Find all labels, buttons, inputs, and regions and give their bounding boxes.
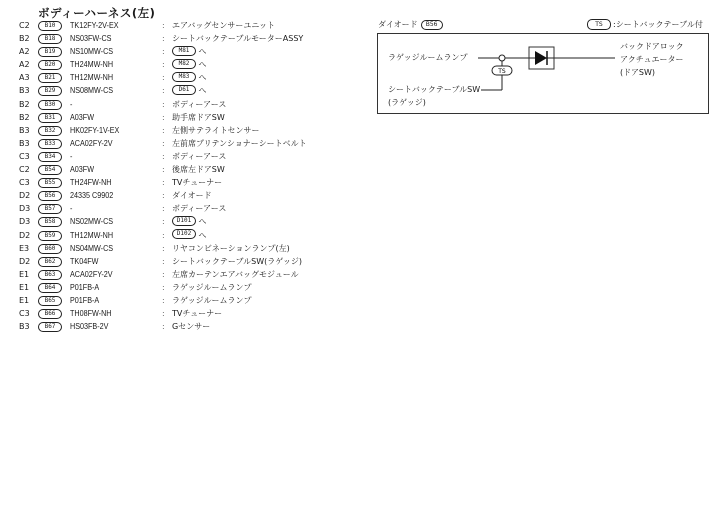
description [172, 58, 207, 71]
connector-row [0, 58, 360, 71]
description [172, 19, 275, 32]
ref-connector-badge: M82 [172, 59, 196, 69]
part-number: NS03FW-CS [70, 34, 112, 44]
description [172, 150, 226, 163]
separator: : [162, 269, 165, 279]
connector-row [0, 189, 360, 202]
connector-row [0, 137, 360, 150]
connector-row [0, 124, 360, 137]
diagram-label: ダイオード [378, 20, 418, 29]
separator: : [162, 99, 165, 109]
description [172, 163, 225, 176]
description-text: へ [198, 60, 207, 70]
part-number: TH24FW-NH [70, 178, 112, 188]
connector-row [0, 32, 360, 45]
grid-location: D2 [19, 191, 31, 201]
diode-diagram [377, 33, 709, 114]
legend-text: :シートバックテーブル付 [613, 20, 703, 29]
connector-row [0, 45, 360, 58]
grid-location: B2 [19, 99, 30, 109]
connector-row [0, 19, 360, 32]
label-seatback-sw-sub: (ラゲッジ) [388, 98, 426, 107]
description [172, 242, 290, 255]
description-text: へ [198, 86, 207, 96]
connector-badge: B55 [38, 178, 62, 188]
part-number: HS03FB-2V [70, 322, 109, 332]
description [172, 281, 251, 294]
part-number: ACA02FY-2V [70, 138, 113, 148]
part-number: ACA02FY-2V [70, 269, 113, 279]
separator: : [162, 60, 165, 70]
description-text: シートバックテーブルSW(ラゲッジ) [172, 256, 303, 266]
connector-badge: B65 [38, 296, 62, 306]
description-text: 左前席プリテンショナーシートベルト [172, 138, 307, 148]
connector-badge: B31 [38, 113, 62, 123]
connector-row [0, 255, 360, 268]
description-text: 後席左ドアSW [172, 165, 225, 175]
connector-row [0, 229, 360, 242]
grid-location: D3 [19, 217, 31, 227]
connector-badge: B10 [38, 21, 62, 31]
grid-location: B3 [19, 138, 30, 148]
grid-location: B3 [19, 125, 30, 135]
connector-badge: B19 [38, 47, 62, 57]
connector-badge: B33 [38, 139, 62, 149]
part-number: TH24MW-NH [70, 60, 114, 70]
description-text: へ [198, 230, 207, 240]
diagram-connector-badge: B56 [421, 20, 443, 30]
connector-badge: B62 [38, 257, 62, 267]
description [172, 32, 303, 45]
description [172, 189, 212, 202]
grid-location: B3 [19, 322, 30, 332]
description [172, 202, 226, 215]
description [172, 255, 302, 268]
grid-location: C2 [19, 21, 30, 30]
connector-badge: B60 [38, 244, 62, 254]
ref-connector-badge: D101 [172, 216, 196, 226]
separator: : [162, 295, 165, 305]
connector-badge: B58 [38, 217, 62, 227]
grid-location: C3 [19, 151, 30, 161]
separator: : [162, 112, 165, 122]
description [172, 294, 251, 307]
description [172, 320, 210, 333]
label-door-sw: (ドアSW) [620, 68, 655, 77]
separator: : [162, 165, 165, 175]
description [172, 124, 260, 137]
connector-row [0, 71, 360, 84]
separator: : [162, 243, 165, 253]
separator: : [162, 47, 165, 57]
ref-connector-badge: M83 [172, 72, 196, 82]
connector-badge: B30 [38, 100, 62, 110]
connector-badge: B32 [38, 126, 62, 136]
description [172, 45, 207, 58]
separator: : [162, 282, 165, 292]
connector-row [0, 150, 360, 163]
description-text: 助手席ドアSW [172, 112, 225, 122]
description-text: エアバッグセンサーユニット [172, 21, 276, 30]
connector-list [0, 19, 360, 333]
part-number: NS08MW-CS [70, 86, 114, 96]
connector-row [0, 281, 360, 294]
grid-location: B2 [19, 112, 30, 122]
connector-badge: B56 [38, 191, 62, 201]
part-number: NS04MW-CS [70, 243, 114, 253]
separator: : [162, 256, 165, 266]
part-number: TH12MW-NH [70, 230, 114, 240]
separator: : [162, 21, 165, 30]
separator: : [162, 204, 165, 214]
label-actuator: アクチュエーター [620, 55, 684, 64]
part-number: P01FB-A [70, 282, 100, 292]
grid-location: E1 [19, 295, 30, 305]
ref-connector-badge: D102 [172, 229, 196, 239]
description-text: へ [198, 217, 207, 227]
connector-row [0, 202, 360, 215]
part-number: TH12MW-NH [70, 73, 114, 83]
grid-location: D2 [19, 230, 31, 240]
connector-badge: B67 [38, 322, 62, 332]
grid-location: E1 [19, 269, 30, 279]
grid-location: D2 [19, 256, 31, 266]
description [172, 71, 207, 84]
diode-wiring-svg [378, 34, 708, 113]
grid-location: E1 [19, 282, 30, 292]
legend [587, 19, 703, 30]
grid-location: B2 [19, 34, 30, 44]
connector-row [0, 111, 360, 124]
grid-location: A2 [19, 60, 30, 70]
part-number: A03FW [70, 165, 95, 175]
description [172, 111, 225, 124]
description-text: 左側サテライトセンサー [172, 125, 260, 135]
description-text: 左席カーテンエアバッグモジュール [172, 269, 299, 279]
description [172, 268, 299, 281]
description-text: ボディーアース [172, 99, 227, 109]
junction-icon [499, 55, 505, 61]
connector-row [0, 215, 360, 228]
connector-badge: B64 [38, 283, 62, 293]
description-text: Gセンサー [172, 322, 211, 332]
description-text: へ [198, 73, 207, 83]
grid-location: C3 [19, 309, 30, 319]
description-text: ダイオード [172, 191, 212, 201]
connector-row [0, 307, 360, 320]
connector-badge: B34 [38, 152, 62, 162]
connector-row [0, 98, 360, 111]
label-seatback-sw: シートバックテーブルSW [388, 85, 481, 94]
part-number: TH08FW-NH [70, 309, 112, 319]
separator: : [162, 151, 165, 161]
connector-badge: B29 [38, 86, 62, 96]
connector-badge: B54 [38, 165, 62, 175]
connector-row [0, 242, 360, 255]
separator: : [162, 125, 165, 135]
separator: : [162, 217, 165, 227]
connector-badge: B63 [38, 270, 62, 280]
description-text: ボディーアース [172, 151, 227, 161]
description-text: リヤコンビネーションランプ(左) [172, 243, 290, 253]
connector-row [0, 320, 360, 333]
label-backdoor-lock: バックドアロック [620, 42, 684, 51]
connector-badge: B20 [38, 60, 62, 70]
connector-badge: B21 [38, 73, 62, 83]
grid-location: C2 [19, 165, 30, 175]
page-title: ボディーハーネス(左) [38, 6, 156, 20]
grid-location: B3 [19, 86, 30, 96]
grid-location: A2 [19, 47, 30, 57]
part-number: P01FB-A [70, 295, 100, 305]
part-number: TK12FY-2V-EX [70, 21, 119, 30]
part-number: NS10MW-CS [70, 47, 114, 57]
separator: : [162, 138, 165, 148]
description-text: シートバックテーブルモーターASSY [172, 34, 304, 44]
part-number: - [70, 99, 73, 109]
description [172, 176, 222, 189]
ref-connector-badge: D61 [172, 85, 196, 95]
description [172, 229, 207, 242]
label-luggage-lamp: ラゲッジルームランプ [388, 53, 468, 62]
separator: : [162, 178, 165, 188]
part-number: - [70, 204, 73, 214]
grid-location: C3 [19, 178, 30, 188]
separator: : [162, 322, 165, 332]
part-number: NS02MW-CS [70, 217, 114, 227]
svg-text:TS: TS [498, 68, 506, 75]
legend-ts-badge: TS [587, 19, 611, 30]
ref-connector-badge: M81 [172, 46, 196, 56]
separator: : [162, 230, 165, 240]
separator: : [162, 86, 165, 96]
connector-row [0, 84, 360, 97]
part-number: TK04FW [70, 256, 99, 266]
grid-location: A3 [19, 73, 30, 83]
separator: : [162, 34, 165, 44]
description-text: ラゲッジルームランプ [172, 295, 252, 305]
connector-badge: B18 [38, 34, 62, 44]
connector-row [0, 268, 360, 281]
description-text: TVチューナー [172, 309, 223, 319]
description-text: TVチューナー [172, 178, 223, 188]
grid-location: E3 [19, 243, 30, 253]
connector-badge: B57 [38, 204, 62, 214]
description [172, 84, 207, 97]
description-text: ラゲッジルームランプ [172, 282, 252, 292]
grid-location: D3 [19, 204, 31, 214]
description [172, 98, 226, 111]
part-number: - [70, 151, 73, 161]
separator: : [162, 73, 165, 83]
description [172, 137, 307, 150]
connector-row [0, 163, 360, 176]
diagram-title [378, 19, 443, 30]
description [172, 307, 222, 320]
description-text: へ [198, 47, 207, 57]
part-number: 24335 C9902 [70, 191, 114, 201]
description-text: ボディーアース [172, 204, 227, 214]
connector-badge: B66 [38, 309, 62, 319]
part-number: A03FW [70, 112, 95, 122]
connector-badge: B59 [38, 231, 62, 241]
separator: : [162, 309, 165, 319]
separator: : [162, 191, 165, 201]
part-number: HK02FY-1V-EX [70, 125, 120, 135]
description [172, 215, 207, 228]
connector-row [0, 294, 360, 307]
connector-row [0, 176, 360, 189]
